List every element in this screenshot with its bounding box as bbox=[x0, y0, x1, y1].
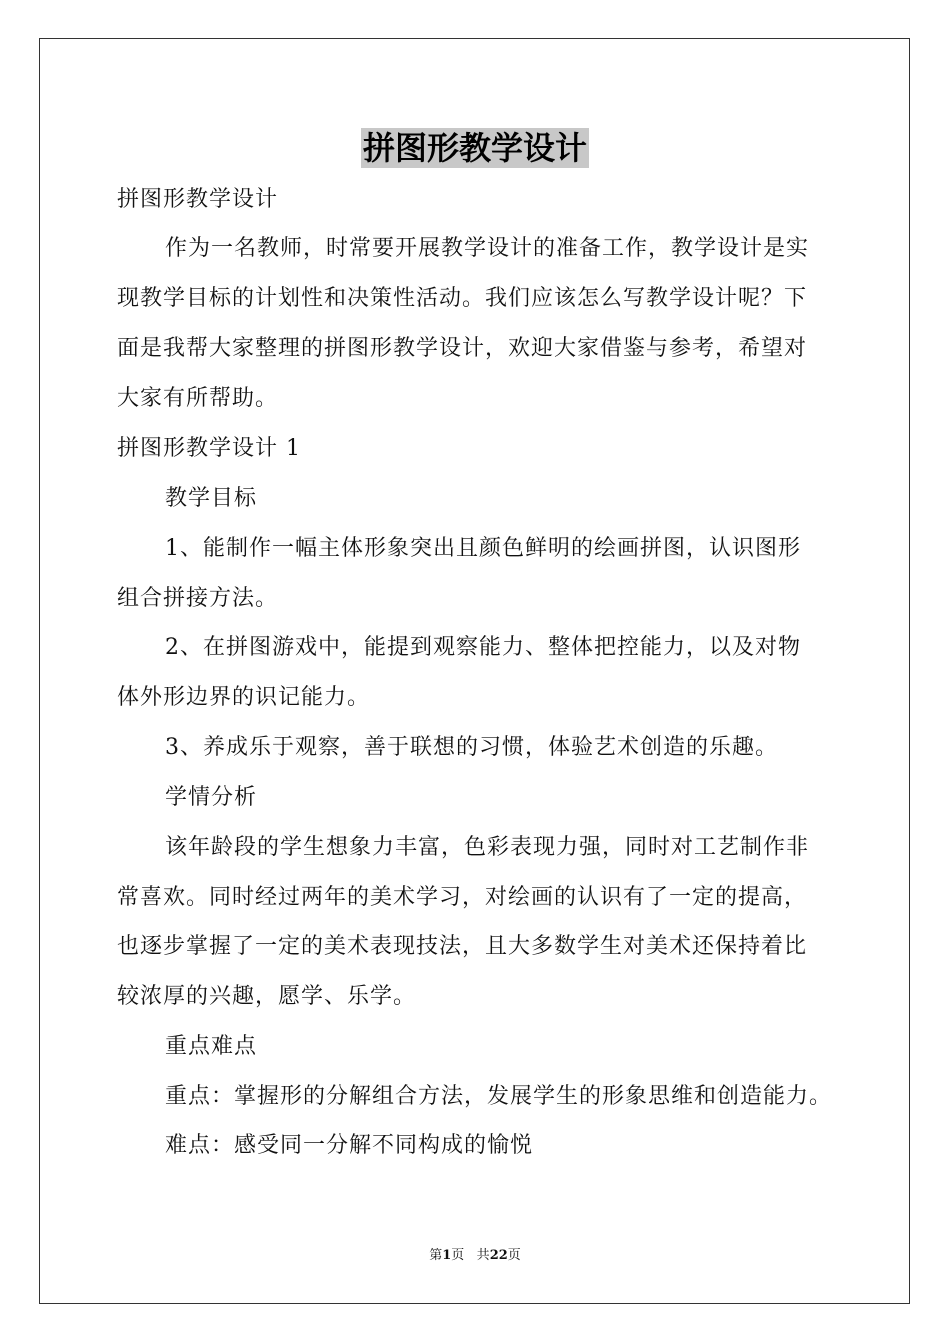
document-title: 拼图形教学设计 bbox=[362, 129, 587, 167]
paragraph-line: 组合拼接方法。 bbox=[117, 586, 279, 611]
subtitle-line: 拼图形教学设计 bbox=[117, 187, 279, 212]
paragraph-line: 常喜欢。同时经过两年的美术学习，对绘画的认识有了一定的提高， bbox=[117, 885, 808, 910]
sub-heading: 学情分析 bbox=[165, 785, 258, 810]
footer-total-prefix: 共 bbox=[476, 1248, 490, 1263]
section-heading: 拼图形教学设计 1 bbox=[117, 436, 301, 461]
paragraph-line: 1、能制作一幅主体形象突出且颜色鲜明的绘画拼图，认识图形 bbox=[165, 536, 801, 561]
sub-heading: 重点难点 bbox=[165, 1034, 258, 1059]
paragraph-line: 较浓厚的兴趣，愿学、乐学。 bbox=[117, 984, 417, 1009]
footer-total-pages: 22 bbox=[489, 1248, 508, 1263]
page-footer bbox=[0, 1247, 950, 1265]
paragraph-line: 作为一名教师，时常要开展教学设计的准备工作，教学设计是实 bbox=[165, 236, 810, 261]
paragraph-line: 也逐步掌握了一定的美术表现技法，且大多数学生对美术还保持着比 bbox=[117, 934, 808, 959]
paragraph-line: 难点：感受同一分解不同构成的愉悦 bbox=[165, 1133, 534, 1158]
paragraph-line: 重点：掌握形的分解组合方法，发展学生的形象思维和创造能力。 bbox=[165, 1084, 833, 1109]
paragraph-line: 3、养成乐于观察，善于联想的习惯，体验艺术创造的乐趣。 bbox=[165, 735, 778, 760]
footer-page-prefix: 第 bbox=[429, 1248, 443, 1263]
title-container bbox=[0, 128, 950, 168]
paragraph-line: 大家有所帮助。 bbox=[117, 386, 279, 411]
paragraph-line: 面是我帮大家整理的拼图形教学设计，欢迎大家借鉴与参考，希望对 bbox=[117, 336, 808, 361]
paragraph-line: 现教学目标的计划性和决策性活动。我们应该怎么写教学设计呢？下 bbox=[117, 286, 808, 311]
paragraph-line: 2、在拼图游戏中，能提到观察能力、整体把控能力，以及对物 bbox=[165, 635, 801, 660]
page-border bbox=[39, 38, 910, 1304]
footer-page-number: 1 bbox=[442, 1248, 452, 1263]
paragraph-line: 该年龄段的学生想象力丰富，色彩表现力强，同时对工艺制作非 bbox=[165, 835, 810, 860]
sub-heading: 教学目标 bbox=[165, 486, 258, 511]
footer-page-suffix: 页 bbox=[451, 1248, 465, 1263]
footer-total-suffix: 页 bbox=[507, 1248, 521, 1263]
paragraph-line: 体外形边界的识记能力。 bbox=[117, 685, 371, 710]
